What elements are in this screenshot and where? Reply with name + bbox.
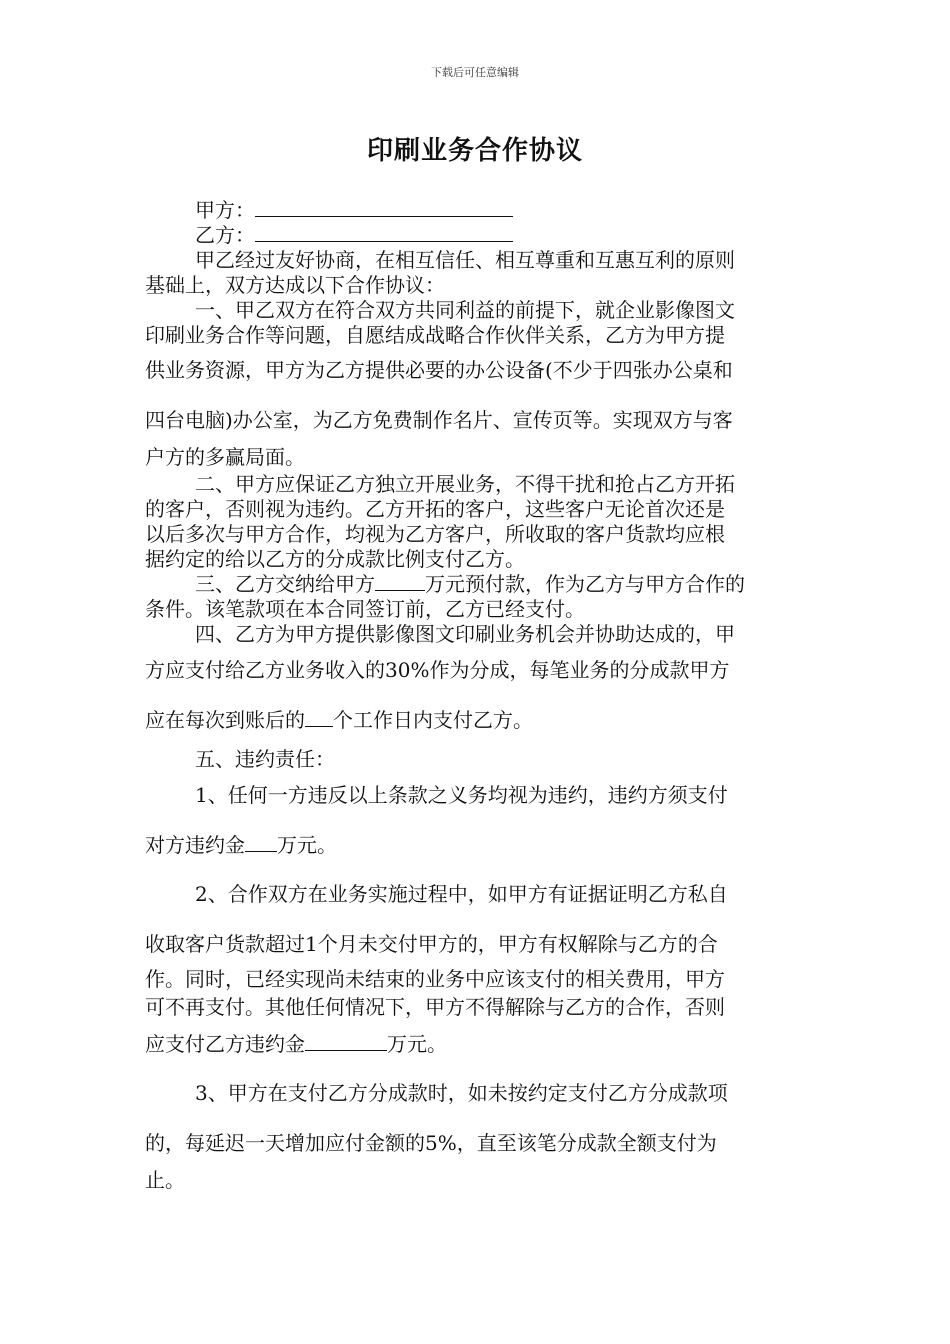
clause-5-1-line-1: 1、任何一方违反以上条款之义务均视为违约，违约方须支付 — [195, 783, 728, 807]
clause-4-line-3 — [145, 706, 533, 734]
clause-1-line-4: 四台电脑)办公室，为乙方免费制作名片、宣传页等。实现双方与客 — [145, 408, 733, 432]
header-note: 下载后可任意编辑 — [431, 66, 519, 79]
clause-1-line-3: 供业务资源，甲方为乙方提供必要的办公设备(不少于四张办公桌和 — [145, 358, 733, 382]
clause-1-line-5: 户方的多赢局面。 — [145, 445, 305, 469]
intro-line-1: 甲乙经过友好协商，在相互信任、相互尊重和互惠互利的原则 — [195, 248, 735, 272]
clause-5-1-text-b: 万元。 — [277, 833, 337, 857]
clause-5-2-text-b: 万元。 — [387, 1032, 447, 1056]
penalty-blank-1[interactable] — [245, 833, 277, 852]
clause-5-2-line-1: 2、合作双方在业务实施过程中，如甲方有证据证明乙方私自 — [195, 882, 728, 906]
party-a-line — [195, 196, 513, 224]
workdays-blank[interactable] — [305, 708, 333, 727]
intro-line-2: 基础上，双方达成以下合作协议： — [145, 273, 445, 297]
clause-1-line-1: 一、甲乙双方在符合双方共同利益的前提下，就企业影像图文 — [195, 298, 735, 322]
clause-3-line-1 — [195, 570, 745, 598]
clause-3-line-2: 条件。该笔款项在本合同签订前，乙方已经支付。 — [145, 597, 585, 621]
clause-5-3-line-3: 止。 — [145, 1168, 185, 1192]
clause-3-text-a: 三、乙方交纳给甲方 — [195, 572, 375, 596]
clause-2-line-1: 二、甲方应保证乙方独立开展业务，不得干扰和抢占乙方开拓 — [195, 472, 735, 496]
party-b-line — [195, 221, 513, 249]
party-a-blank[interactable] — [255, 198, 513, 217]
clause-5-2-line-3: 作。同时，已经实现尚未结束的业务中应该支付的相关费用，甲方 — [145, 967, 725, 991]
clause-4-line-2: 方应支付给乙方业务收入的30%作为分成，每笔业务的分成款甲方 — [145, 658, 730, 682]
clause-1-line-2: 印刷业务合作等问题，自愿结成战略合作伙伴关系，乙方为甲方提 — [145, 323, 725, 347]
clause-5-1-text-a: 对方违约金 — [145, 833, 245, 857]
clause-4-text-a: 应在每次到账后的 — [145, 708, 305, 732]
clause-5-2-line-2: 收取客户货款超过1个月未交付甲方的，甲方有权解除与乙方的合 — [145, 932, 718, 956]
clause-5-1-line-2 — [145, 831, 337, 859]
clause-2-line-2: 的客户，否则视为违约。乙方开拓的客户，这些客户无论首次还是 — [145, 497, 725, 521]
clause-5-title: 五、违约责任： — [195, 747, 335, 771]
clause-2-line-4: 据约定的给以乙方的分成款比例支付乙方。 — [145, 547, 525, 571]
clause-2-line-3: 以后多次与甲方合作，均视为乙方客户，所收取的客户货款均应根 — [145, 522, 725, 546]
clause-3-text-b: 万元预付款，作为乙方与甲方合作的 — [425, 572, 745, 596]
clause-5-3-line-2: 的，每延迟一天增加应付金额的5%，直至该笔分成款全额支付为 — [145, 1131, 717, 1155]
clause-5-2-text-a: 应支付乙方违约金 — [145, 1032, 305, 1056]
penalty-blank-2[interactable] — [305, 1032, 387, 1051]
clause-5-2-line-5 — [145, 1030, 447, 1058]
clause-5-3-line-1: 3、甲方在支付乙方分成款时，如未按约定支付乙方分成款项 — [195, 1081, 728, 1105]
party-b-blank[interactable] — [255, 223, 513, 242]
party-b-label: 乙方： — [195, 223, 255, 247]
clause-5-2-line-4: 可不再支付。其他任何情况下，甲方不得解除与乙方的合作，否则 — [145, 995, 725, 1019]
prepayment-blank[interactable] — [375, 572, 425, 591]
party-a-label: 甲方： — [195, 198, 255, 222]
clause-4-text-b: 个工作日内支付乙方。 — [333, 708, 533, 732]
document-title: 印刷业务合作协议 — [366, 136, 583, 166]
clause-4-line-1: 四、乙方为甲方提供影像图文印刷业务机会并协助达成的，甲 — [195, 622, 735, 646]
